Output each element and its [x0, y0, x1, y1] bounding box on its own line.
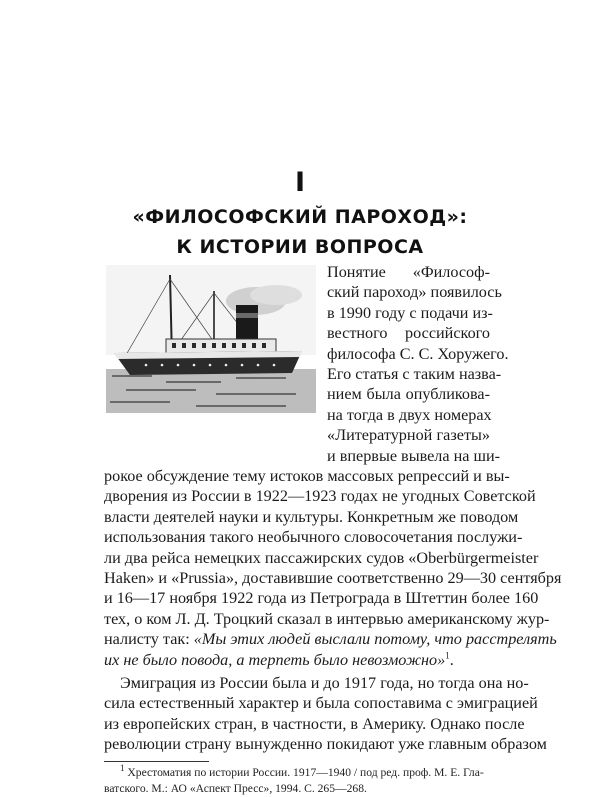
body-line: на тогда в двух номерах	[327, 405, 492, 424]
footnote-marker: 1	[120, 762, 125, 773]
body-line: Понятие «Философ-	[327, 263, 490, 281]
body-line: власти деятелей науки и культуры. Конкретным же поводом	[104, 507, 519, 526]
footnote-line-2: ватского. М.: АО «Аспект Пресс», 1994. С. 265—268.	[104, 781, 367, 795]
body-line: и впервые вывела на ши-	[327, 446, 501, 465]
body-line: использования такого необычного словосочетания послужи-	[104, 528, 523, 547]
body-line: Его статья с таким назва-	[327, 365, 502, 383]
body-line: Эмиграция из России была и до 1917 года, но тогда она но-	[120, 674, 529, 692]
trotsky-quote: «Мы этих людей выслали потому, что расстрелять	[193, 630, 557, 649]
body-line: ский пароход» появилось	[327, 283, 502, 302]
body-line: философа С. С. Хоружего.	[327, 344, 509, 363]
body-line: вестного российского	[327, 324, 490, 343]
body-line: дворения из России в 1922—1923 годах не угодных Советской	[104, 487, 536, 506]
body-line: сила естественный характер и была сопоставима с эмиграцией	[104, 694, 538, 713]
footnote-line-1	[120, 762, 490, 781]
body-line: революции страну вынужденно покидают уже главным образом	[104, 735, 547, 754]
quote-period: .	[449, 650, 454, 669]
body-line-quote	[104, 629, 557, 649]
footnote-ref[interactable]: 1	[445, 650, 450, 661]
steamship-photo	[106, 265, 316, 413]
body-line: нием была опубликова-	[327, 385, 490, 404]
body-line: «Литературной газеты»	[327, 426, 490, 445]
body-line: ли два рейса немецких пассажирских судов «Oberbürgermeister	[104, 548, 539, 567]
body-line: рокое обсуждение тему истоков массовых репрессий и вы-	[104, 467, 510, 485]
trotsky-quote-end: их не было повода, а терпеть было невозможно»	[104, 650, 446, 669]
body-line: тех, о ком Л. Д. Троцкий сказал в интервью американскому жур-	[104, 609, 550, 628]
body-line-quote	[104, 650, 490, 670]
quote-intro: налисту так:	[104, 630, 194, 649]
chapter-title	[0, 202, 600, 262]
footnote-rule	[104, 761, 209, 762]
chapter-title-line-1: «ФИЛОСОФСКИЙ ПАРОХОД»:	[132, 206, 468, 228]
body-line: в 1990 году с подачи из-	[327, 303, 493, 322]
chapter-title-line-2: К ИСТОРИИ ВОПРОСА	[176, 236, 424, 258]
body-line: из европейских стран, в частности, в Америку. Однако после	[104, 714, 525, 733]
chapter-number: I	[294, 167, 306, 198]
body-line: и 16—17 ноября 1922 года из Петрограда в Штеттин более 160	[104, 589, 539, 608]
body-line: Haken» и «Prussia», доставившие соответственно 29—30 сентября	[104, 569, 562, 587]
footnote-text-1: Хрестоматия по истории России. 1917—1940 / под ред. проф. М. Е. Гла-	[127, 765, 484, 779]
